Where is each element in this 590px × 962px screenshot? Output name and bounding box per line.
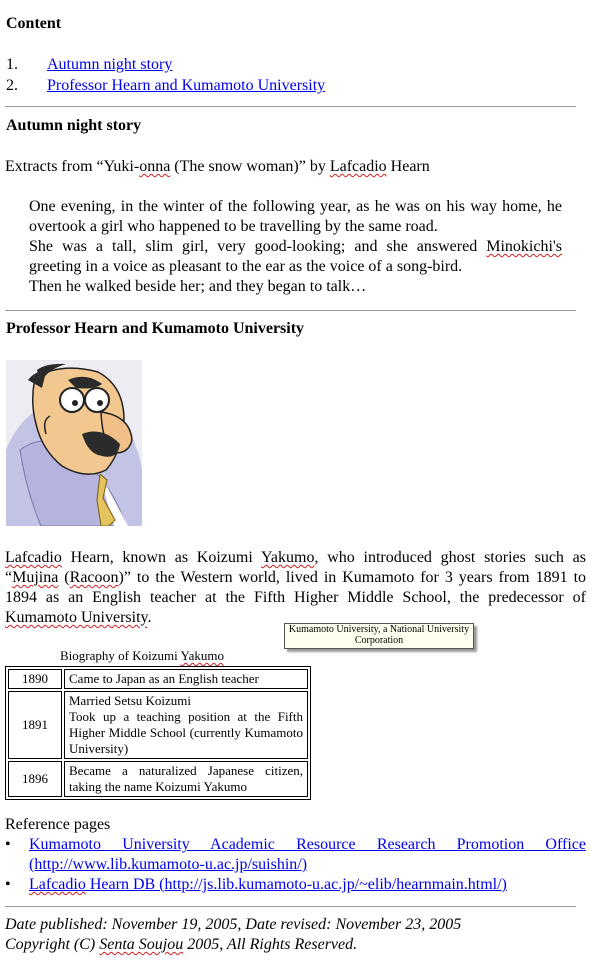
story-quote [29,197,562,297]
bullet: • [5,876,11,893]
list-item [5,835,586,875]
content-heading: Content [6,15,62,32]
footer [5,915,461,955]
reference-pages [5,815,586,895]
biography-caption: Biography of Koizumi Yakumo [60,648,224,663]
table-row [8,669,308,689]
year-cell: 1891 [8,691,62,759]
year-cell: 1896 [8,761,62,797]
section-divider [5,310,576,311]
hearn-portrait-illustration [6,360,142,526]
link-kumamoto-resource-office[interactable]: Kumamoto University Academic Resource Research Promotion Office (http://www.lib.kumamoto-u.ac.jp/suishin/) [29,836,586,873]
toc-link-autumn-night-story[interactable]: Autumn night story [47,56,173,73]
date-info: Date published: November 19, 2005, Date revised: November 23, 2005 [5,916,462,933]
copyright: Copyright (C) Senta Soujou 2005, All Rights Reserved. [5,936,358,953]
year-cell: 1890 [8,669,62,689]
quote-paragraph: One evening, in the winter of the following year, as he was on his way home, he overtook a girl who happened to be travelling by the same road. [29,198,562,235]
list-item [5,875,586,895]
quote-paragraph: Then he walked beside her; and they began to talk… [29,278,367,295]
biography-table [5,666,311,800]
event-cell: Married Setsu Koizumi Took up a teaching position at the Fifth Higher Middle School (currently Kumamoto University) [64,691,308,759]
toc-number: 1. [6,56,18,73]
toc-number: 2. [6,77,18,94]
autumn-intro: Extracts from “Yuki-onna (The snow woman)” by Lafcadio Hearn [5,158,430,175]
kumamoto-university-callout: Kumamoto University, a National University Corporation [284,623,474,649]
quote-paragraph: She was a tall, slim girl, very good-looking; and she answered Minokichi's greeting in a voice as pleasant to the ear as the voice of a song-bird. [29,238,562,275]
link-hearn-db[interactable]: Lafcadio Hearn DB (http://js.lib.kumamoto-u.ac.jp/~elib/hearnmain.html/) [29,876,507,893]
table-row [8,761,308,797]
bullet: • [5,836,11,853]
event-cell: Became a naturalized Japanese citizen, taking the name Koizumi Yakumo [64,761,308,797]
hearn-heading: Professor Hearn and Kumamoto University [6,320,305,337]
autumn-heading: Autumn night story [6,117,142,134]
hearn-description: Lafcadio Hearn, known as Koizumi Yakumo, who introduced ghost stories such as “Mujina (Racoon)” to the Western world, lived in Kumamoto for 3 years from 1891 to 1894 as an English teacher at the Fifth Higher Middle School, the predecessor of Kumamoto University. [5,549,587,626]
table-row [8,691,308,759]
event-cell: Came to Japan as an English teacher [64,669,308,689]
section-divider [5,106,576,107]
toc-link-professor-hearn[interactable]: Professor Hearn and Kumamoto University [47,77,326,94]
section-divider [5,906,576,907]
references-heading: Reference pages [5,816,111,833]
